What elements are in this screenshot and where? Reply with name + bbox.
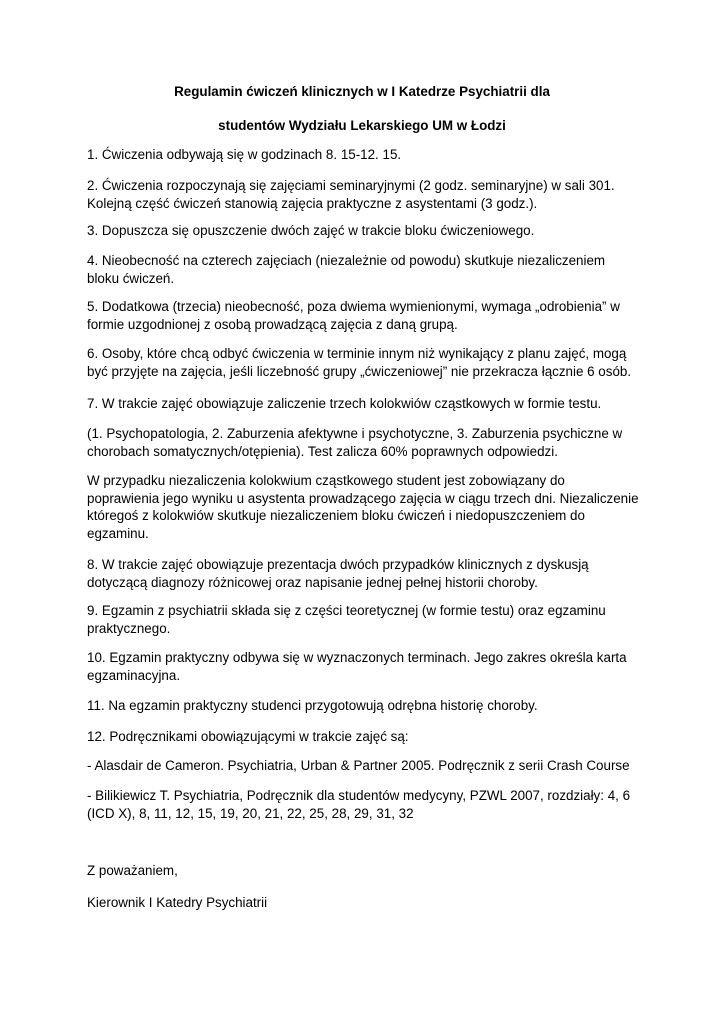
paragraph-rule-9: 9. Egzamin z psychiatrii składa się z części teoretycznej (w formie testu) oraz egzaminu praktycznego. — [87, 603, 606, 636]
textbook-item-2: - Bilikiewicz T. Psychiatria, Podręcznik dla studentów medycyny, PZWL 2007, rozdziały: 4, 6 (ICD X), 8, 11, 12, 15, 19, 20, 21, 22, 25, 28, 29, 31, 32 — [87, 788, 631, 821]
paragraph-retake-policy: W przypadku niezaliczenia kolokwium cząstkowego student jest zobowiązany do poprawienia jego wyniku u asystenta prowadzącego zajęcia w ciągu trzech dni. Niezaliczenie któregoś z kolokwiów skutkuje niezaliczeniem bloku ćwiczeń i niedopuszczeniem do egzaminu. — [87, 473, 639, 541]
paragraph-rule-4: 4. Nieobecność na czterech zajęciach (niezależnie od powodu) skutkuje niezaliczeniem bloku ćwiczeń. — [87, 253, 606, 286]
paragraph-rule-5: 5. Dodatkowa (trzecia) nieobecność, poza dwiema wymienionymi, wymaga „odrobienia” w formie uzgodnionej z osobą prowadzącą zajęcia z daną grupą. — [87, 299, 620, 332]
paragraph-rule-1: 1. Ćwiczenia odbywają się w godzinach 8. 15-12. 15. — [87, 147, 402, 162]
paragraph-rule-11: 11. Na egzamin praktyczny studenci przygotowują odrębna historię choroby. — [87, 698, 538, 713]
document-title-line-1: Regulamin ćwiczeń klinicznych w I Katedrze Psychiatrii dla — [174, 84, 550, 99]
signature-text: Kierownik I Katedry Psychiatrii — [87, 895, 268, 910]
paragraph-test-topics: (1. Psychopatologia, 2. Zaburzenia afektywne i psychotyczne, 3. Zaburzenia psychiczne w chorobach somatycznych/otępienia). Test zalicza 60% poprawnych odpowiedzi. — [87, 426, 623, 459]
closing-text: Z poważaniem, — [87, 863, 178, 878]
document-title-line-2: studentów Wydziału Lekarskiego UM w Łodzi — [218, 118, 506, 133]
paragraph-rule-12: 12. Podręcznikami obowiązującymi w trakcie zajęć są: — [87, 729, 409, 744]
paragraph-rule-7: 7. W trakcie zajęć obowiązuje zaliczenie trzech kolokwiów cząstkowych w formie testu. — [87, 396, 602, 411]
paragraph-rule-6: 6. Osoby, które chcą odbyć ćwiczenia w terminie innym niż wynikający z planu zajęć, mogą być przyjęte na zajęcia, jeśli liczebność grupy „ćwiczeniowej” nie przekracza łącznie 6 osób. — [87, 346, 632, 379]
paragraph-rule-2: 2. Ćwiczenia rozpoczynają się zajęciami seminaryjnymi (2 godz. seminaryjne) w sali 301. Kolejną część ćwiczeń stanowią zajęcia praktyczne z asystentami (3 godz.). — [87, 178, 615, 211]
paragraph-rule-10: 10. Egzamin praktyczny odbywa się w wyznaczonych terminach. Jego zakres określa karta egzaminacyjna. — [87, 650, 627, 683]
textbook-item-1: - Alasdair de Cameron. Psychiatria, Urban & Partner 2005. Podręcznik z serii Crash Course — [87, 758, 630, 773]
paragraph-rule-8: 8. W trakcie zajęć obowiązuje prezentacja dwóch przypadków klinicznych z dyskusją dotyczącą diagnozy różnicowej oraz napisanie jednej pełnej historii choroby. — [87, 557, 589, 590]
paragraph-rule-3: 3. Dopuszcza się opuszczenie dwóch zajęć w trakcie bloku ćwiczeniowego. — [87, 223, 535, 238]
